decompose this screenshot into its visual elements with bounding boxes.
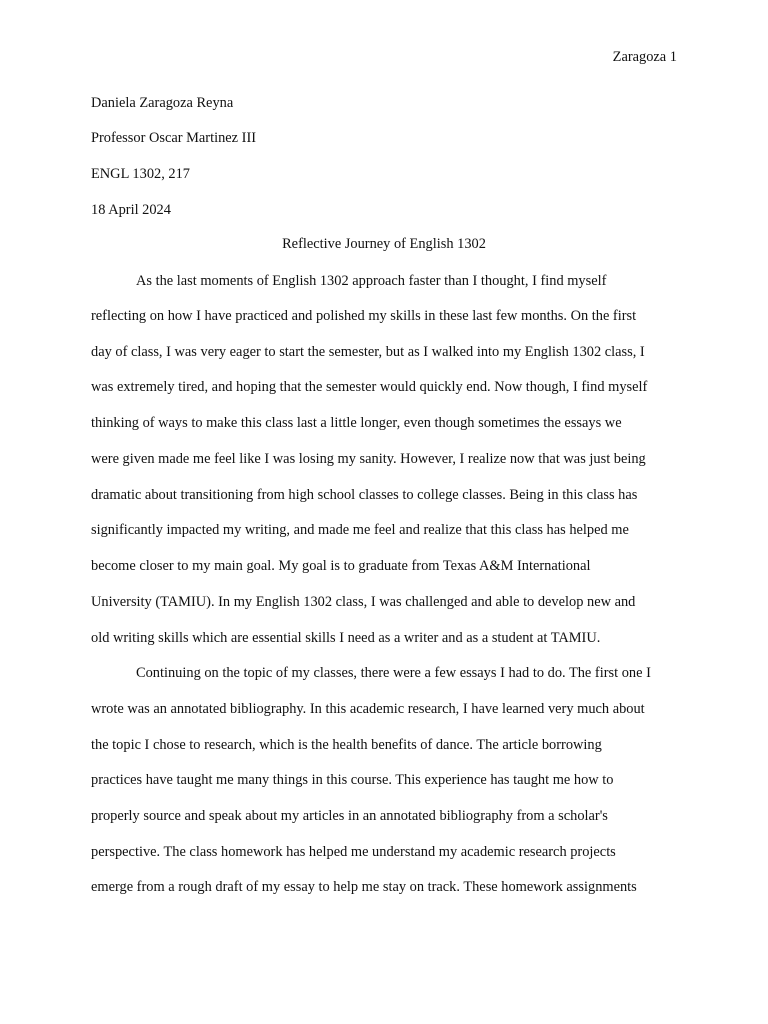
body-line: dramatic about transitioning from high school classes to college classes. Being in this class has: [91, 487, 638, 503]
body-line: As the last moments of English 1302 approach faster than I thought, I find myself: [136, 273, 607, 289]
body-line: properly source and speak about my articles in an annotated bibliography from a scholar's: [91, 808, 608, 824]
body-line: significantly impacted my writing, and made me feel and realize that this class has helped me: [91, 522, 629, 538]
body-line: were given made me feel like I was losing my sanity. However, I realize now that was just being: [91, 451, 646, 467]
body-line: emerge from a rough draft of my essay to help me stay on track. These homework assignments: [91, 879, 637, 895]
course-name: ENGL 1302, 217: [91, 166, 190, 182]
body-line: thinking of ways to make this class last a little longer, even though sometimes the essays we: [91, 415, 622, 431]
body-line: wrote was an annotated bibliography. In this academic research, I have learned very much about: [91, 701, 645, 717]
body-line: day of class, I was very eager to start the semester, but as I walked into my English 1302 class, I: [91, 344, 645, 360]
essay-title: Reflective Journey of English 1302: [282, 236, 486, 252]
body-line: University (TAMIU). In my English 1302 class, I was challenged and able to develop new and: [91, 594, 636, 610]
author-name: Daniela Zaragoza Reyna: [91, 95, 234, 111]
document-date: 18 April 2024: [91, 202, 171, 218]
body-line: practices have taught me many things in this course. This experience has taught me how to: [91, 772, 614, 788]
body-line: perspective. The class homework has helped me understand my academic research projects: [91, 844, 616, 860]
body-line: Continuing on the topic of my classes, there were a few essays I had to do. The first one I: [136, 665, 651, 681]
body-line: was extremely tired, and hoping that the semester would quickly end. Now though, I find myself: [91, 379, 648, 395]
body-line: reflecting on how I have practiced and polished my skills in these last few months. On the first: [91, 308, 637, 324]
professor-name: Professor Oscar Martinez III: [91, 130, 257, 146]
body-line: the topic I chose to research, which is the health benefits of dance. The article borrowing: [91, 737, 602, 753]
body-line: become closer to my main goal. My goal is to graduate from Texas A&M International: [91, 558, 591, 574]
running-head: Zaragoza 1: [612, 49, 677, 65]
body-line: old writing skills which are essential skills I need as a writer and as a student at TAMIU.: [91, 630, 601, 646]
